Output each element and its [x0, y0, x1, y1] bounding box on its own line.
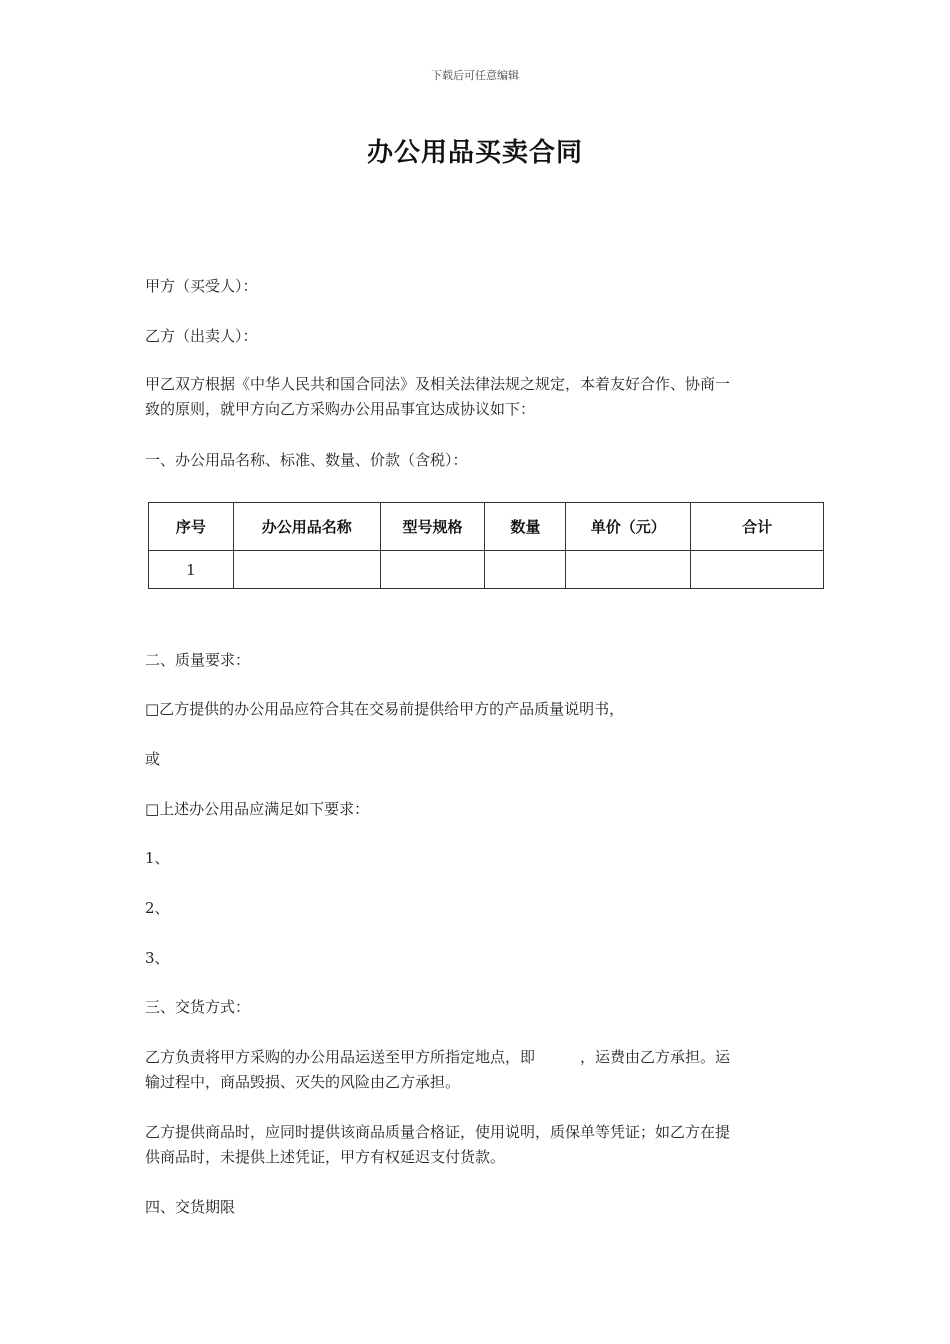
- section-1-heading: 一、办公用品名称、标准、数量、价款（含税）：: [145, 451, 468, 469]
- quality-option-2: □上述办公用品应满足如下要求：: [145, 800, 370, 818]
- cell-spec: [380, 551, 485, 589]
- cell-total: [691, 551, 824, 589]
- document-title: 办公用品买卖合同: [366, 138, 583, 168]
- party-b-label: 乙方（出卖人）：: [145, 327, 258, 345]
- cell-name: [233, 551, 380, 589]
- party-a-label: 甲方（买受人）：: [145, 277, 258, 295]
- col-header-total: 合计: [691, 503, 824, 551]
- delivery-paragraph-2: [145, 1120, 813, 1170]
- header-note: 下载后可任意编辑: [431, 69, 519, 82]
- office-supplies-table: [148, 502, 824, 589]
- delivery-1-line-1: 乙方负责将甲方采购的办公用品运送至甲方所指定地点，即 ，运费由乙方承担。运: [145, 1048, 731, 1066]
- col-header-quantity: 数量: [485, 503, 566, 551]
- cell-unit-price: [566, 551, 691, 589]
- requirement-2: 2、: [145, 899, 170, 917]
- requirement-1: 1、: [145, 849, 170, 867]
- intro-line-2: 致的原则，就甲方向乙方采购办公用品事宜达成协议如下：: [145, 400, 536, 418]
- delivery-2-line-1: 乙方提供商品时，应同时提供该商品质量合格证，使用说明，质保单等凭证；如乙方在提: [145, 1123, 731, 1141]
- delivery-1-line-2: 输过程中，商品毁损、灭失的风险由乙方承担。: [145, 1073, 461, 1091]
- col-header-unit-price: 单价（元）: [566, 503, 691, 551]
- cell-index: 1: [149, 551, 234, 589]
- col-header-index: 序号: [149, 503, 234, 551]
- section-2-heading: 二、质量要求：: [145, 651, 251, 669]
- section-4-heading: 四、交货期限: [145, 1198, 236, 1216]
- cell-quantity: [485, 551, 566, 589]
- table-header-row: [149, 503, 824, 551]
- delivery-paragraph-1: [145, 1045, 813, 1095]
- col-header-spec: 型号规格: [380, 503, 485, 551]
- delivery-2-line-2: 供商品时，未提供上述凭证，甲方有权延迟支付货款。: [145, 1148, 506, 1166]
- quality-option-1: □乙方提供的办公用品应符合其在交易前提供给甲方的产品质量说明书，: [145, 700, 625, 718]
- intro-line-1: 甲乙双方根据《中华人民共和国合同法》及相关法律法规之规定，本着友好合作、协商一: [145, 375, 731, 393]
- col-header-name: 办公用品名称: [233, 503, 380, 551]
- intro-paragraph: [145, 372, 813, 422]
- requirement-3: 3、: [145, 949, 170, 967]
- table-row: [149, 551, 824, 589]
- or-text: 或: [145, 750, 161, 768]
- section-3-heading: 三、交货方式：: [145, 998, 251, 1016]
